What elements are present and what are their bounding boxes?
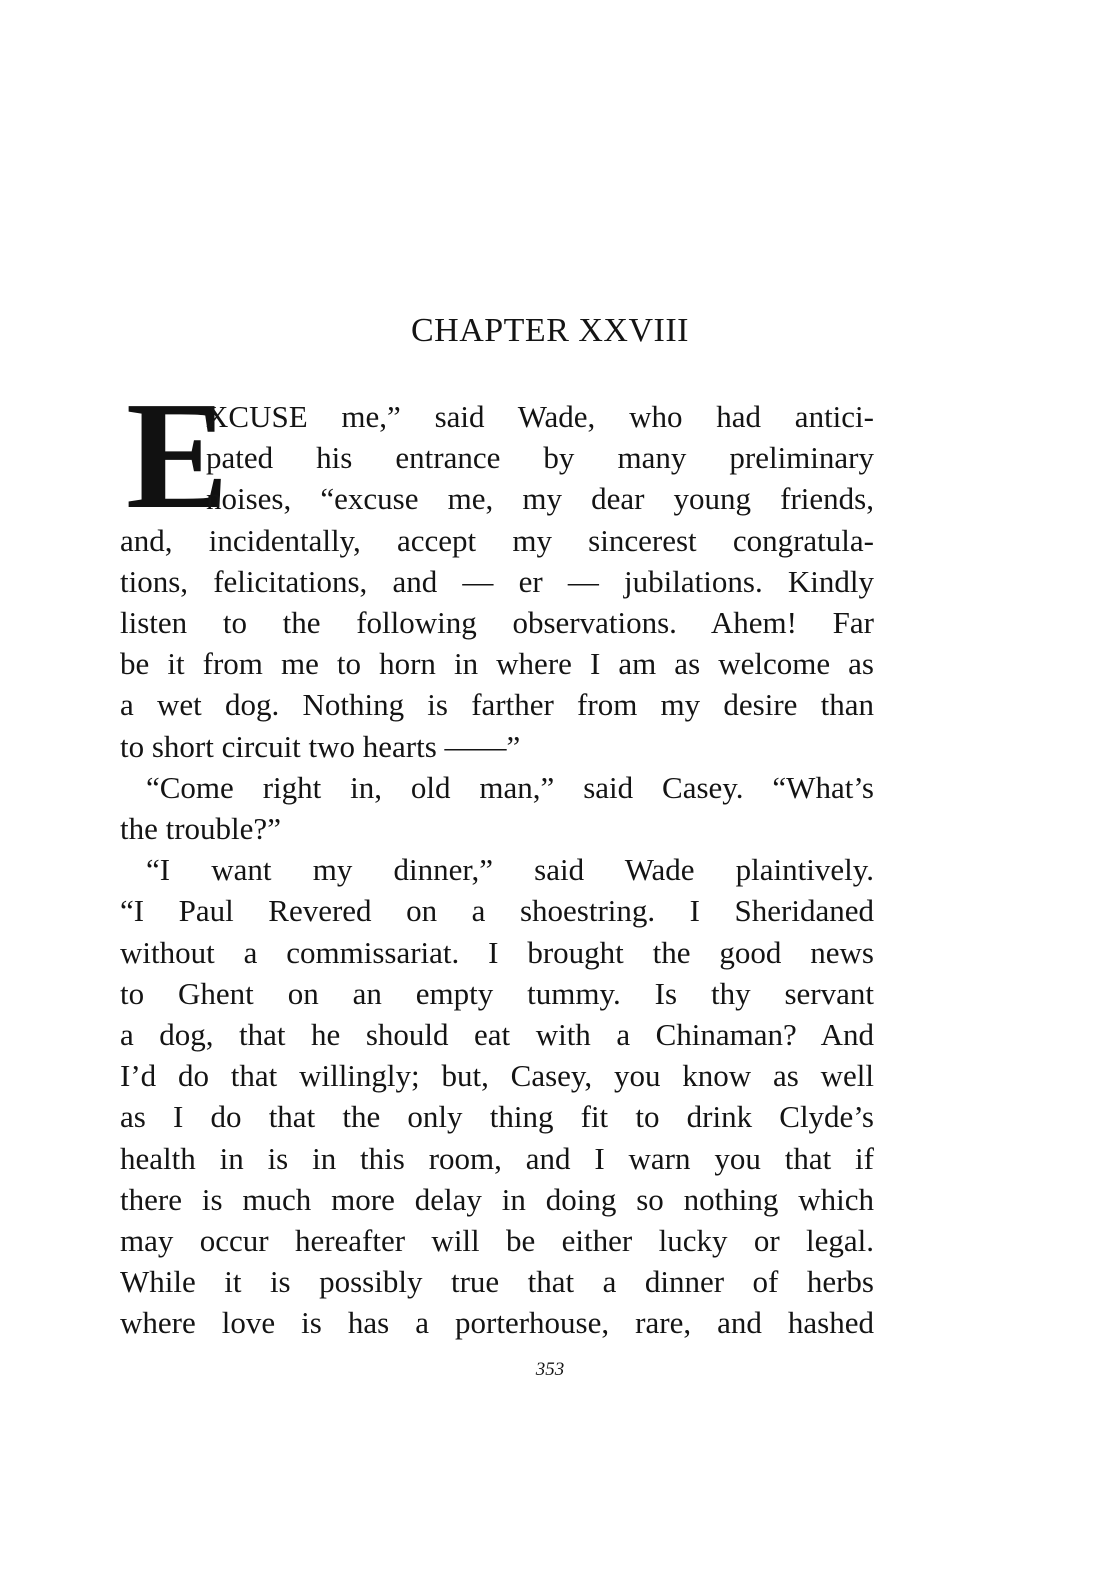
text-line: as I do that the only thing fit to drink Clyde’s xyxy=(120,1099,874,1134)
text-line: While it is possibly true that a dinner of herbs xyxy=(120,1264,874,1299)
text-line: a dog, that he should eat with a Chinaman? And xyxy=(120,1017,874,1052)
chapter-heading: CHAPTER XXVIII xyxy=(410,312,690,349)
text-line: I’d do that willingly; but, Casey, you know as well xyxy=(120,1058,874,1093)
text-line: there is much more delay in doing so nothing which xyxy=(120,1182,874,1217)
text-line: listen to the following observations. Ahem! Far xyxy=(120,605,874,640)
text-line: pated his entrance by many preliminary xyxy=(206,440,874,475)
text-line: XCUSE me,” said Wade, who had antici- xyxy=(206,399,874,434)
text-line: noises, “excuse me, my dear young friends, xyxy=(206,481,874,516)
text-line: be it from me to horn in where I am as welcome as xyxy=(120,646,874,681)
text-line: “Come right in, old man,” said Casey. “What’s xyxy=(146,770,874,805)
text-line: the trouble?” xyxy=(120,811,281,846)
text-line: where love is has a porterhouse, rare, and hashed xyxy=(120,1305,874,1340)
drop-cap: E xyxy=(126,371,229,541)
text-line: and, incidentally, accept my sincerest congratula- xyxy=(120,523,874,558)
page-number: 353 xyxy=(535,1359,565,1380)
text-line: to short circuit two hearts ——” xyxy=(120,729,521,764)
text-line: a wet dog. Nothing is farther from my desire than xyxy=(120,687,874,722)
text-line: to Ghent on an empty tummy. Is thy servant xyxy=(120,976,874,1011)
text-line: without a commissariat. I brought the good news xyxy=(120,935,874,970)
text-line: may occur hereafter will be either lucky or legal. xyxy=(120,1223,874,1258)
text-line: “I Paul Revered on a shoestring. I Sheridaned xyxy=(120,893,874,928)
text-line: “I want my dinner,” said Wade plaintively. xyxy=(146,852,874,887)
text-line: tions, felicitations, and — er — jubilations. Kindly xyxy=(120,564,874,599)
text-line: health in is in this room, and I warn you that if xyxy=(120,1141,874,1176)
